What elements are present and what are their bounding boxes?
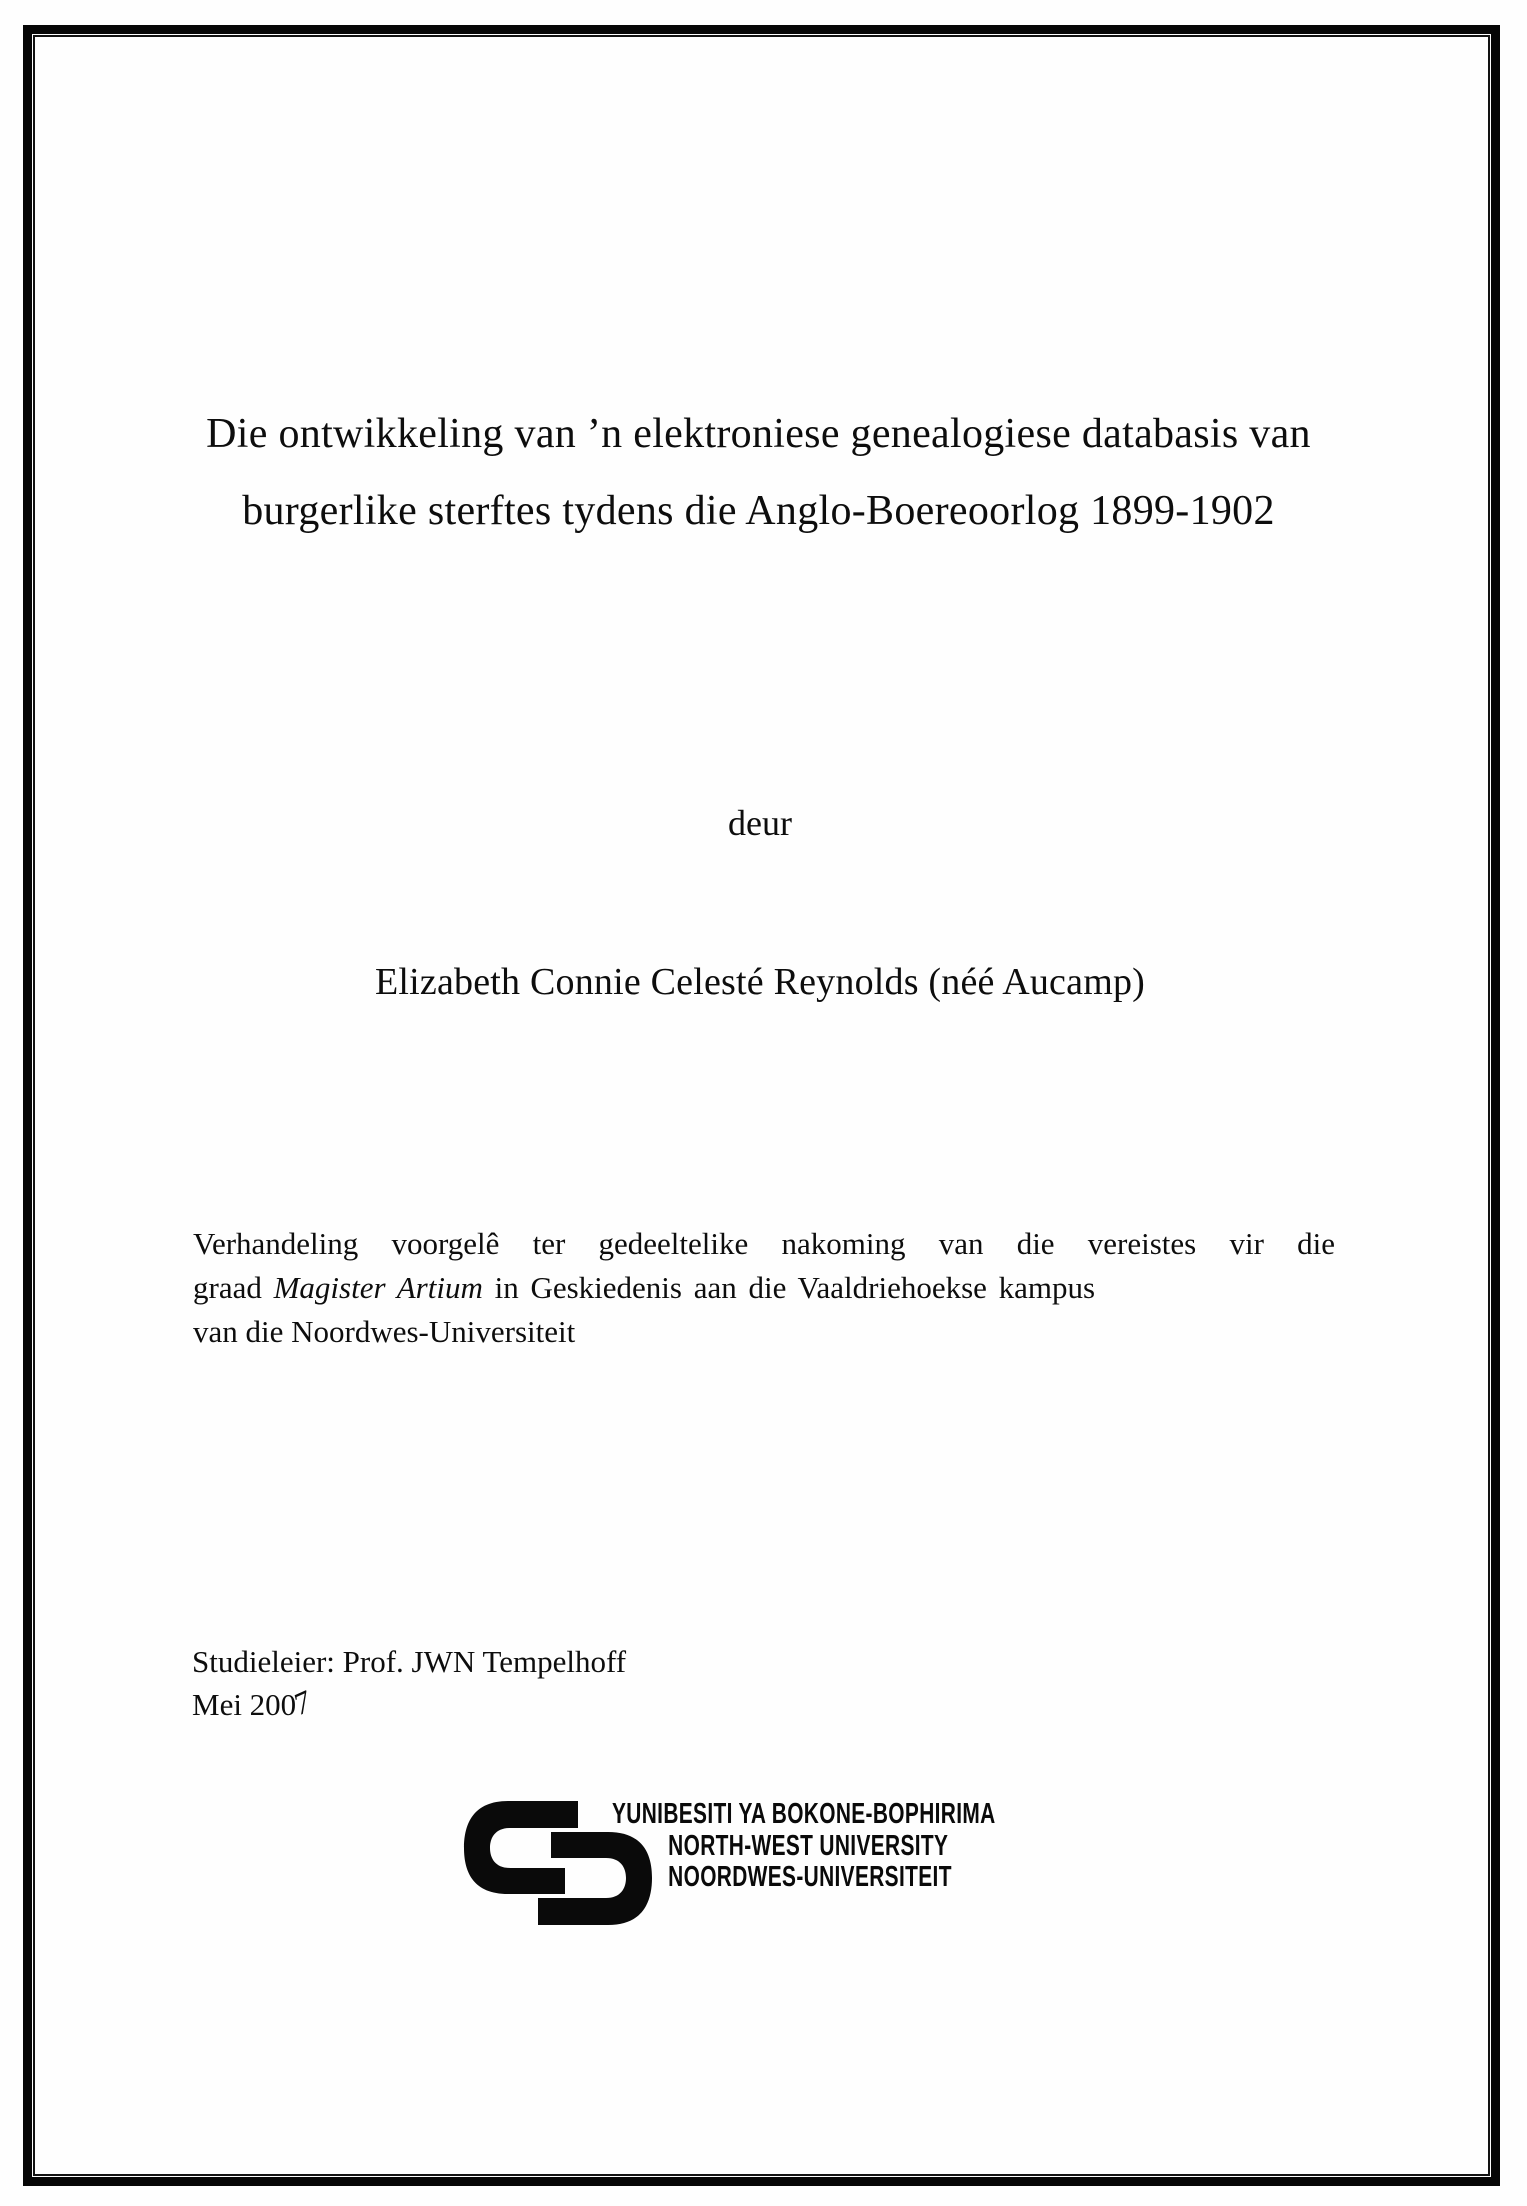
date-last-digit: 7 <box>291 1682 314 1723</box>
logo-text-line-1: YUNIBESITI YA BOKONE-BOPHIRIMA <box>612 1798 996 1830</box>
university-logo-text <box>612 1799 1130 1894</box>
degree-name-italic: Magister Artium <box>273 1270 483 1305</box>
degree-statement-line-1: Verhandeling voorgelê ter gedeeltelike nakoming van die vereistes vir die <box>193 1226 1335 1261</box>
university-logo <box>460 1799 1160 1959</box>
logo-text-line-3: NOORDWES-UNIVERSITEIT <box>668 1861 952 1893</box>
date-line <box>192 1683 626 1726</box>
degree-statement-line-3: van die Noordwes-Universiteit <box>193 1314 576 1349</box>
logo-text-line-2: NORTH-WEST UNIVERSITY <box>668 1829 949 1862</box>
degree-statement <box>193 1222 1335 1354</box>
supervisor-line: Studieleier: Prof. JWN Tempelhoff <box>192 1644 627 1679</box>
degree-statement-line-2-pre: graad <box>193 1270 274 1305</box>
degree-statement-line-2 <box>193 1266 1335 1310</box>
author-name: Elizabeth Connie Celesté Reynolds (néé Aucamp) <box>374 961 1146 1003</box>
thesis-title <box>60 396 1457 550</box>
thesis-title-line-1: Die ontwikkeling van ’n elektroniese genealogiese databasis van <box>206 411 1311 457</box>
thesis-title-line-2: burgerlike sterftes tydens die Anglo-Boereoorlog 1899-1902 <box>242 488 1275 534</box>
date-prefix: Mei 200 <box>192 1687 297 1722</box>
byline-deur: deur <box>728 803 792 843</box>
supervisor-block <box>192 1640 626 1726</box>
degree-statement-line-2-post: in Geskiedenis aan die Vaaldriehoekse kampus <box>482 1270 1096 1305</box>
